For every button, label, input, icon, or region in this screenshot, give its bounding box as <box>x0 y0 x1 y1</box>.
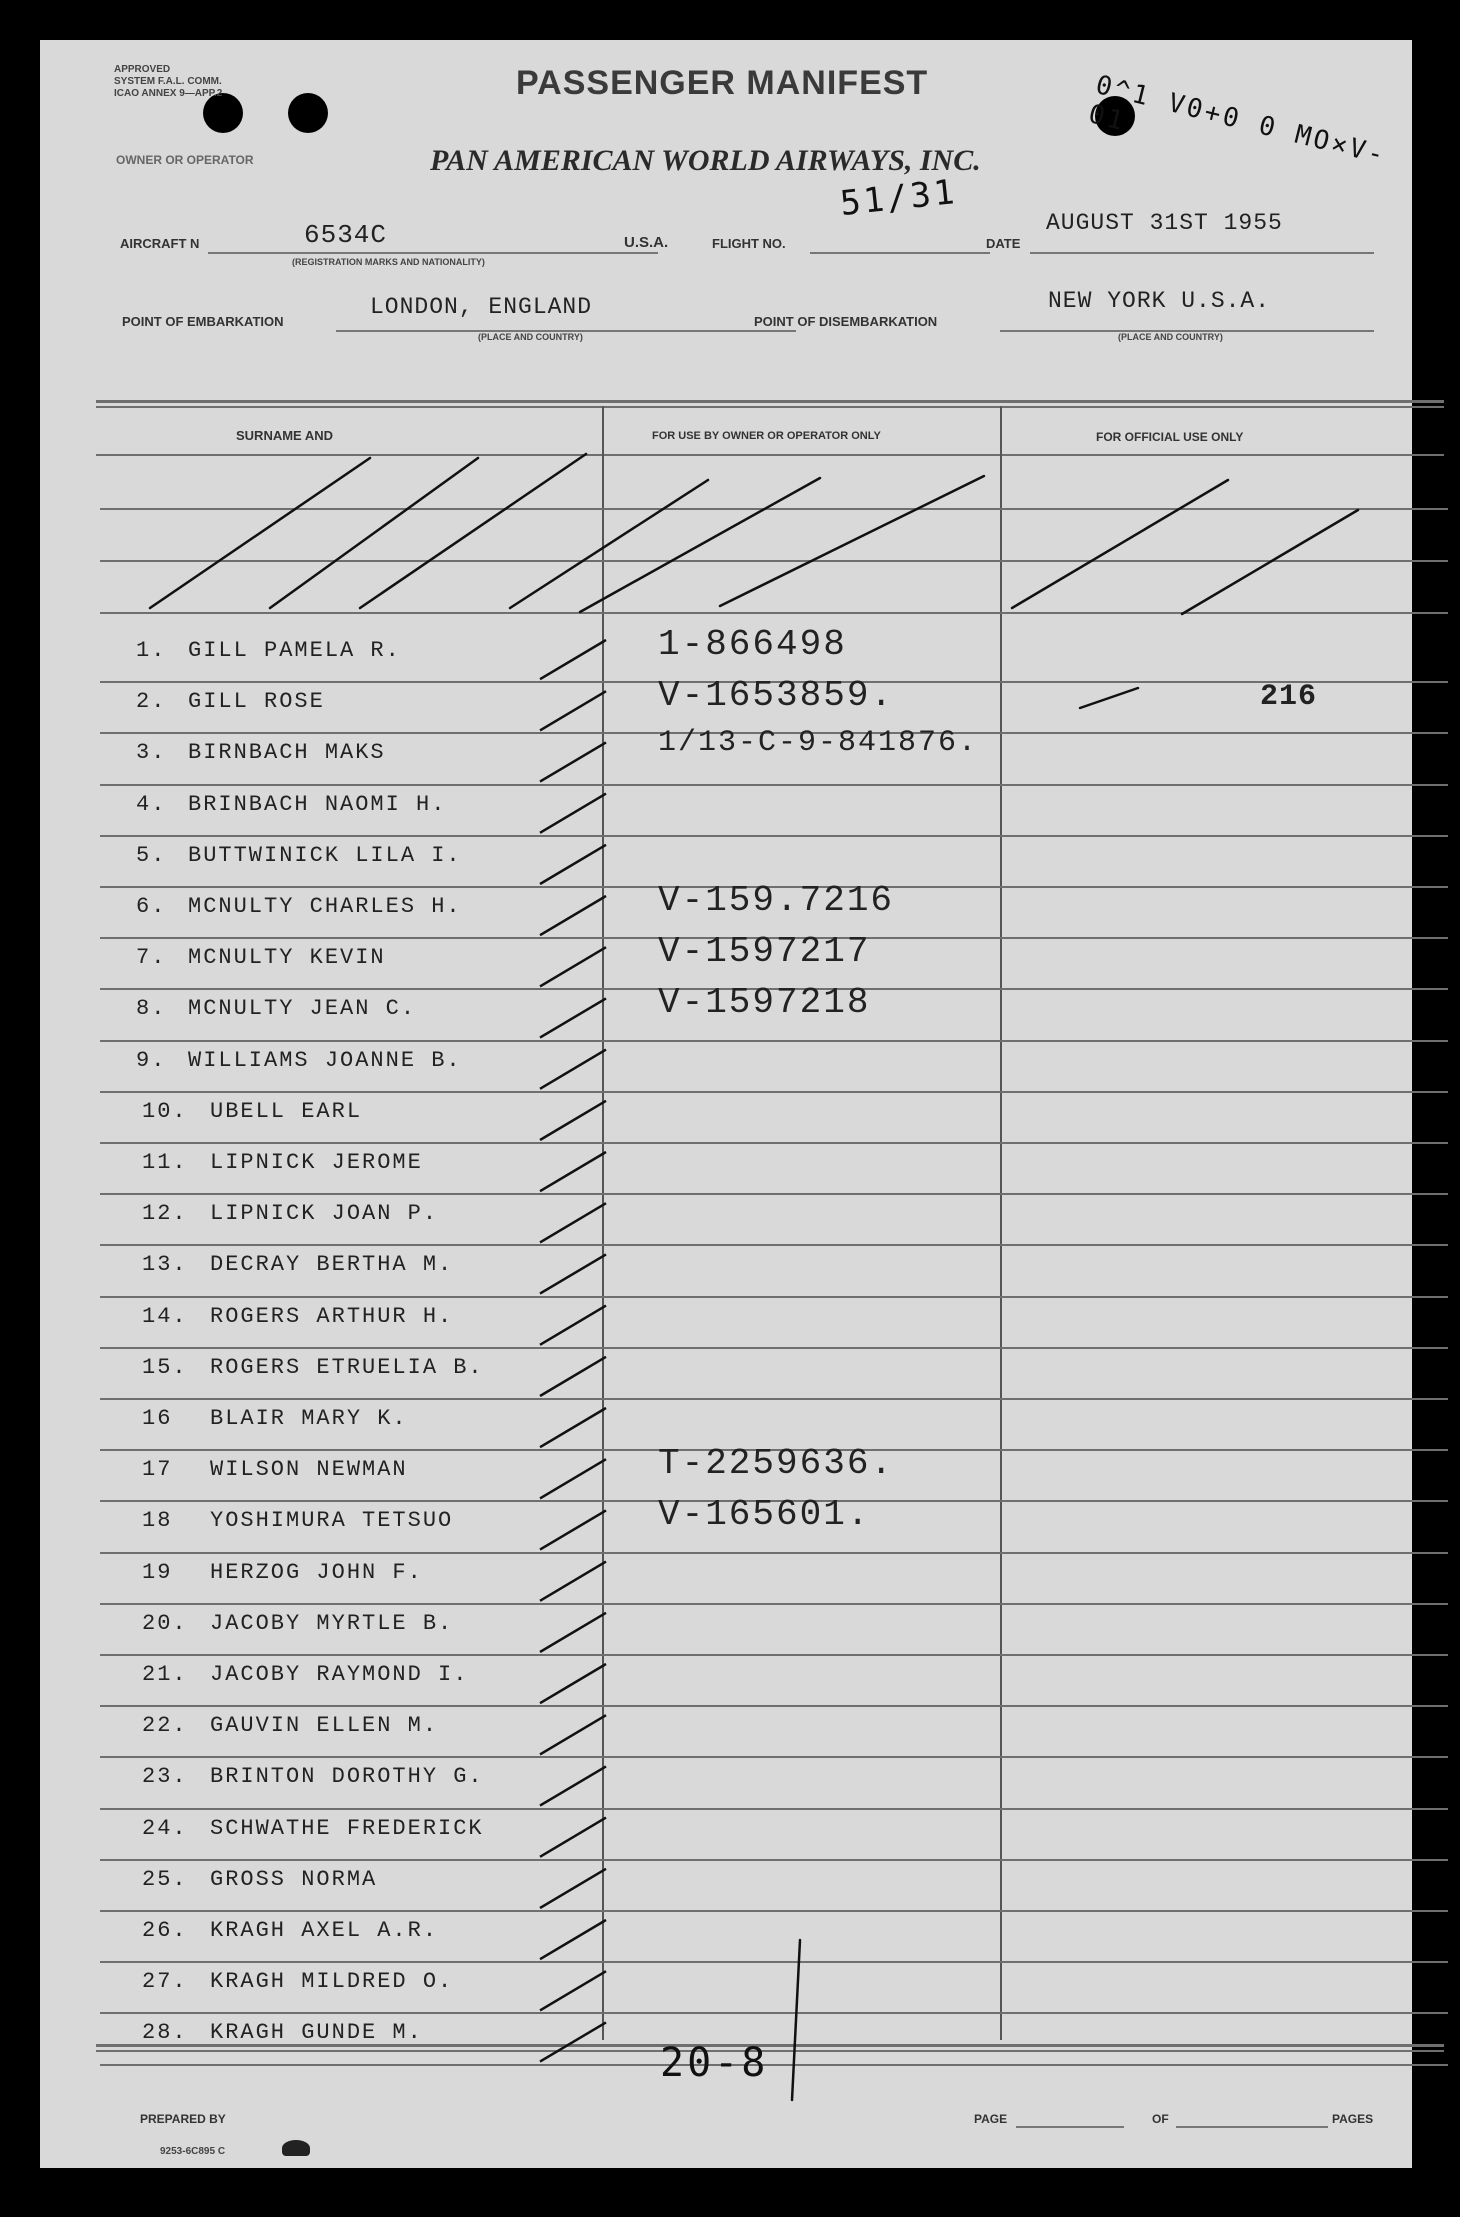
passenger-number: 9. <box>136 1047 167 1073</box>
passenger-number: 21. <box>142 1662 188 1687</box>
passenger-number: 2. <box>136 689 167 715</box>
header-diagonal-7 <box>1012 480 1228 608</box>
header-diagonal-2 <box>270 458 478 608</box>
passenger-name: WILLIAMS JOANNE B. <box>188 1047 462 1073</box>
official-tick-row-2 <box>1080 688 1138 708</box>
passenger-name: JACOBY MYRTLE B. <box>210 1610 454 1636</box>
passenger-name: GILL PAMELA R. <box>188 638 401 663</box>
passenger-number: 23. <box>142 1764 188 1790</box>
passenger-name: BUTTWINICK LILA I. <box>188 842 462 868</box>
disembarkation-sublabel: (PLACE AND COUNTRY) <box>1118 332 1223 342</box>
passenger-name: MCNULTY JEAN C. <box>188 996 417 1022</box>
passport-note: V-165601. <box>658 1494 871 1536</box>
passenger-number: 18 <box>142 1508 173 1534</box>
passenger-number: 1. <box>136 638 167 663</box>
row-tick-mark <box>540 742 606 781</box>
row-tick-mark <box>540 2022 606 2061</box>
row-tick-mark <box>540 1510 606 1549</box>
passenger-number: 16 <box>142 1406 173 1431</box>
handwritten-corner-note: 0^1 V0+0 0 MO×V-01 <box>1085 70 1390 172</box>
passenger-name: JACOBY RAYMOND I. <box>210 1662 469 1687</box>
header-diagonal-6 <box>720 476 984 606</box>
passenger-number: 6. <box>136 894 167 919</box>
form-number: 9253-6C895 C <box>160 2146 226 2157</box>
embarkation-value: LONDON, ENGLAND <box>370 294 593 320</box>
passenger-name: UBELL EARL <box>210 1098 363 1124</box>
header-diagonal-4 <box>510 480 708 608</box>
passenger-number: 15. <box>142 1354 188 1380</box>
passenger-name: BIRNBACH MAKS <box>188 740 386 766</box>
of-label: OF <box>1152 2112 1169 2126</box>
passenger-number: 3. <box>136 740 167 766</box>
passport-note: V-1597217 <box>658 931 871 973</box>
passenger-name: WILSON NEWMAN <box>210 1457 408 1483</box>
passenger-number: 17 <box>142 1457 173 1483</box>
row-tick-mark <box>540 1869 606 1908</box>
country-label: U.S.A. <box>624 234 669 251</box>
row-tick-mark <box>540 1408 606 1447</box>
passenger-name: DECRAY BERTHA M. <box>210 1252 454 1278</box>
flight-label: FLIGHT NO. <box>712 236 786 251</box>
passenger-name: LIPNICK JOAN P. <box>210 1201 439 1227</box>
row-tick-mark <box>540 998 606 1037</box>
passport-note: 1-866498 <box>658 624 847 665</box>
prepared-by-label: PREPARED BY <box>140 2112 226 2126</box>
passenger-number: 11. <box>142 1150 188 1175</box>
passport-note: T-2259636. <box>658 1443 895 1485</box>
passenger-name: BLAIR MARY K. <box>210 1406 408 1431</box>
row-tick-mark <box>540 896 606 935</box>
page-title: PASSENGER MANIFEST <box>516 64 929 102</box>
passenger-number: 28. <box>142 2020 188 2046</box>
row-tick-mark <box>540 1050 606 1089</box>
approval-line-3: ICAO ANNEX 9—APP.2 <box>114 88 223 99</box>
row-tick-mark <box>540 1715 606 1754</box>
approval-line-2: SYSTEM F.A.L. COMM. <box>114 76 222 87</box>
passport-note: V-1653859. <box>658 675 895 717</box>
operator-name: PAN AMERICAN WORLD AIRWAYS, INC. <box>430 144 981 177</box>
passenger-name: KRAGH GUNDE M. <box>210 2020 423 2046</box>
passenger-number: 26. <box>142 1918 188 1943</box>
aircraft-value: 6534C <box>304 220 388 250</box>
passenger-number: 13. <box>142 1252 188 1278</box>
owner-label: OWNER OR OPERATOR <box>116 153 254 167</box>
date-value: AUGUST 31ST 1955 <box>1046 210 1283 236</box>
row-tick-mark <box>540 1818 606 1857</box>
header-diagonal-5 <box>580 478 820 612</box>
pen-marks <box>40 40 1412 2168</box>
row-tick-mark <box>540 1459 606 1498</box>
row-tick-mark <box>540 1152 606 1191</box>
passenger-number: 25. <box>142 1866 188 1892</box>
row-tick-mark <box>540 1920 606 1959</box>
passenger-number: 14. <box>142 1303 188 1329</box>
passenger-name: GILL ROSE <box>188 689 325 715</box>
disembarkation-label: POINT OF DISEMBARKATION <box>754 314 938 329</box>
page-label: PAGE <box>974 2112 1008 2126</box>
passport-note: V-159.7216 <box>658 880 895 921</box>
row-tick-mark <box>540 1613 606 1652</box>
passenger-name: HERZOG JOHN F. <box>210 1559 423 1585</box>
passenger-number: 10. <box>142 1098 188 1124</box>
row-tick-mark <box>540 691 606 730</box>
row-tick-mark <box>540 640 606 679</box>
passenger-number: 5. <box>136 842 167 868</box>
passenger-number: 12. <box>142 1201 188 1227</box>
passenger-number: 27. <box>142 1969 188 1995</box>
passenger-name: MCNULTY KEVIN <box>188 945 386 971</box>
total-stroke <box>792 1940 800 2100</box>
passenger-name: ROGERS ARTHUR H. <box>210 1303 454 1329</box>
passenger-number: 8. <box>136 996 167 1022</box>
row-tick-mark <box>540 794 606 833</box>
header-diagonal-3 <box>360 454 586 608</box>
passenger-number: 20. <box>142 1610 188 1636</box>
row-tick-mark <box>540 947 606 986</box>
row-tick-mark <box>540 1254 606 1293</box>
passenger-name: BRINTON DOROTHY G. <box>210 1764 484 1790</box>
passport-note: V-1597218 <box>658 982 871 1024</box>
row-tick-mark <box>540 1971 606 2010</box>
passenger-name: GROSS NORMA <box>210 1866 378 1892</box>
row-tick-mark <box>540 1766 606 1805</box>
header-diagonal-8 <box>1182 510 1358 614</box>
handwritten-flight-number: 51/31 <box>838 171 960 225</box>
passenger-name: YOSHIMURA TETSUO <box>210 1508 454 1534</box>
passenger-name: SCHWATHE FREDERICK <box>210 1815 484 1841</box>
passenger-name: KRAGH AXEL A.R. <box>210 1918 439 1943</box>
official-note-216: 216 <box>1260 680 1318 714</box>
pages-label: PAGES <box>1332 2112 1374 2126</box>
disembarkation-value: NEW YORK U.S.A. <box>1048 288 1271 314</box>
row-tick-mark <box>540 1664 606 1703</box>
column-header-owner-use: FOR USE BY OWNER OR OPERATOR ONLY <box>652 430 881 442</box>
passenger-number: 24. <box>142 1815 188 1841</box>
passport-note: 1/13-C-9-841876. <box>658 726 979 761</box>
header-diagonal-1 <box>150 458 370 608</box>
passenger-name: KRAGH MILDRED O. <box>210 1969 454 1995</box>
row-tick-mark <box>540 1357 606 1396</box>
row-tick-mark <box>540 1562 606 1601</box>
passenger-name: MCNULTY CHARLES H. <box>188 894 462 919</box>
passenger-name: GAUVIN ELLEN M. <box>210 1713 439 1739</box>
handwritten-total: 20-8 <box>660 2040 769 2086</box>
aircraft-sublabel: (REGISTRATION MARKS AND NATIONALITY) <box>292 257 485 267</box>
date-label: DATE <box>986 236 1021 251</box>
passenger-name: ROGERS ETRUELIA B. <box>210 1354 484 1380</box>
row-tick-mark <box>540 1101 606 1140</box>
row-tick-mark <box>540 1203 606 1242</box>
passenger-name: LIPNICK JEROME <box>210 1150 423 1175</box>
embarkation-label: POINT OF EMBARKATION <box>122 314 284 329</box>
manifest-sheet <box>40 40 1412 2168</box>
row-tick-mark <box>540 845 606 884</box>
passenger-name: BRINBACH NAOMI H. <box>188 791 447 817</box>
column-header-surname: SURNAME AND <box>236 428 334 443</box>
passenger-number: 7. <box>136 945 167 971</box>
aircraft-label: AIRCRAFT N <box>120 236 200 251</box>
passenger-number: 19 <box>142 1559 173 1585</box>
approval-line-1: APPROVED <box>114 64 171 75</box>
passenger-number: 4. <box>136 791 167 817</box>
passenger-number: 22. <box>142 1713 188 1739</box>
embarkation-sublabel: (PLACE AND COUNTRY) <box>478 332 583 342</box>
column-header-official-use: FOR OFFICIAL USE ONLY <box>1096 430 1244 444</box>
row-tick-mark <box>540 1306 606 1345</box>
